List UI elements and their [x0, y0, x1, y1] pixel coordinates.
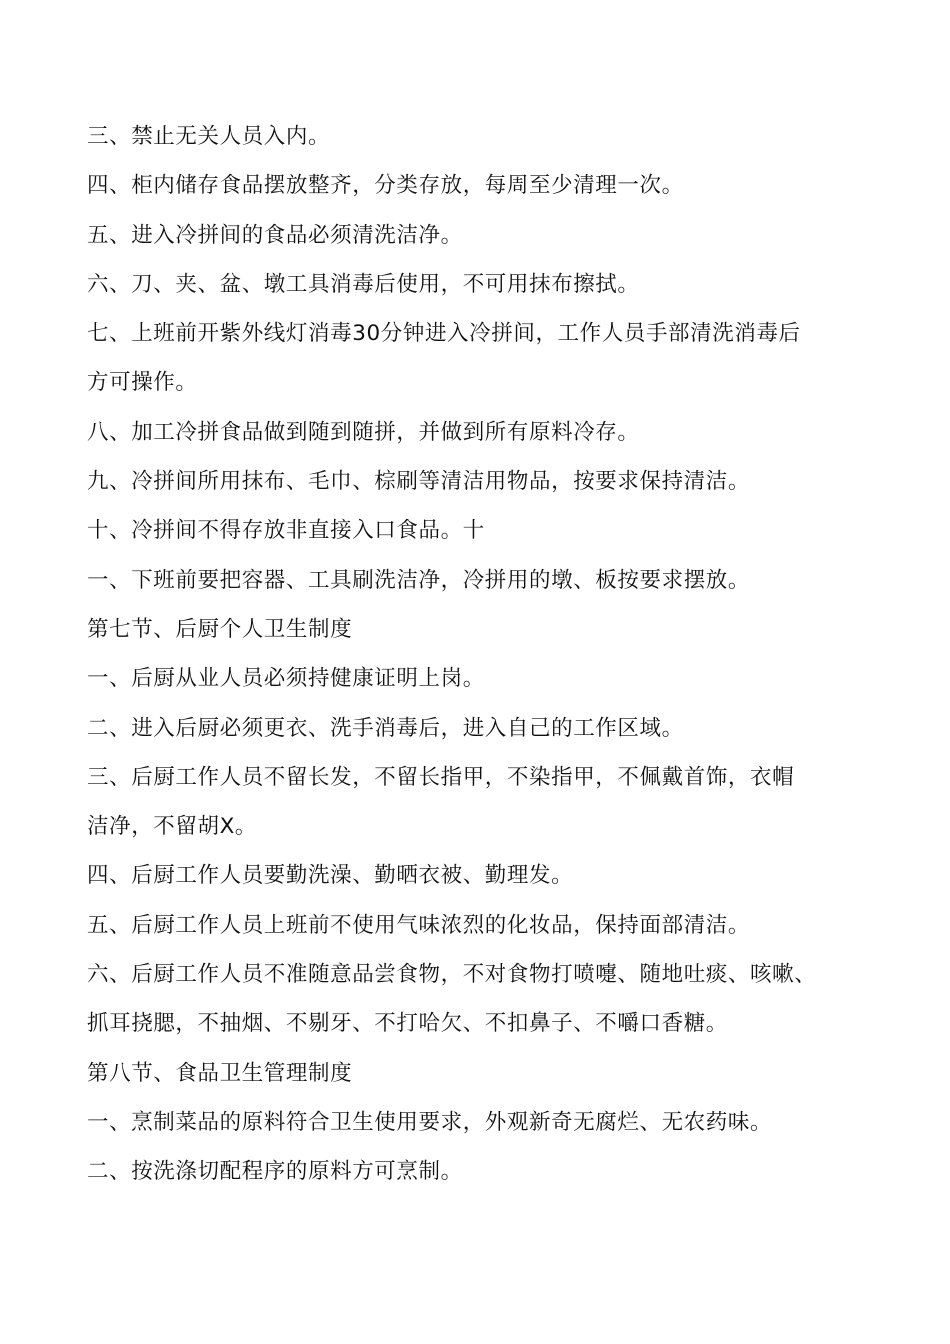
text-line: 三、后厨工作人员不留长发，不留长指甲，不染指甲，不佩戴首饰，衣帽	[87, 764, 795, 790]
section-heading: 第七节、后厨个人卫生制度	[87, 616, 353, 642]
text-line: 一、烹制菜品的原料符合卫生使用要求，外观新奇无腐烂、无农药味。	[87, 1109, 773, 1135]
text-line: 九、冷拼间所用抹布、毛巾、棕刷等清洁用物品，按要求保持清洁。	[87, 469, 751, 495]
text-line: 洁净，不留胡X。	[87, 814, 258, 840]
text-line: 十、冷拼间不得存放非直接入口食品。十	[87, 518, 485, 544]
text-line: 一、后厨从业人员必须持健康证明上岗。	[87, 666, 485, 692]
text-line: 四、柜内储存食品摆放整齐，分类存放，每周至少清理一次。	[87, 173, 684, 199]
text-line: 一、下班前要把容器、工具刷洗洁净，冷拼用的墩、板按要求摆放。	[87, 567, 751, 593]
text-line: 五、后厨工作人员上班前不使用气味浓烈的化妆品，保持面部清洁。	[87, 912, 751, 938]
text-line: 四、后厨工作人员要勤洗澡、勤晒衣被、勤理发。	[87, 863, 574, 889]
text-line: 八、加工冷拼食品做到随到随拼，并做到所有原料冷存。	[87, 419, 640, 445]
text-line: 七、上班前开紫外线灯消毒30分钟进入冷拼间，工作人员手部清洗消毒后	[87, 321, 801, 347]
text-line: 方可操作。	[87, 370, 198, 396]
text-line: 三、禁止无关人员入内。	[87, 124, 331, 149]
text-line: 二、进入后厨必须更衣、洗手消毒后，进入自己的工作区域。	[87, 715, 684, 741]
text-line: 五、进入冷拼间的食品必须清洗洁净。	[87, 222, 463, 248]
section-heading: 第八节、食品卫生管理制度	[87, 1060, 353, 1086]
document-body	[87, 112, 887, 1197]
text-line: 六、刀、夹、盆、墩工具消毒后使用，不可用抹布擦拭。	[87, 271, 640, 297]
text-line: 二、按洗涤切配程序的原料方可烹制。	[87, 1159, 463, 1185]
text-line: 六、后厨工作人员不准随意品尝食物，不对食物打喷嚏、随地吐痰、咳嗽、	[87, 962, 817, 988]
text-line: 抓耳挠腮，不抽烟、不剔牙、不打哈欠、不扣鼻子、不嚼口香糖。	[87, 1011, 728, 1037]
